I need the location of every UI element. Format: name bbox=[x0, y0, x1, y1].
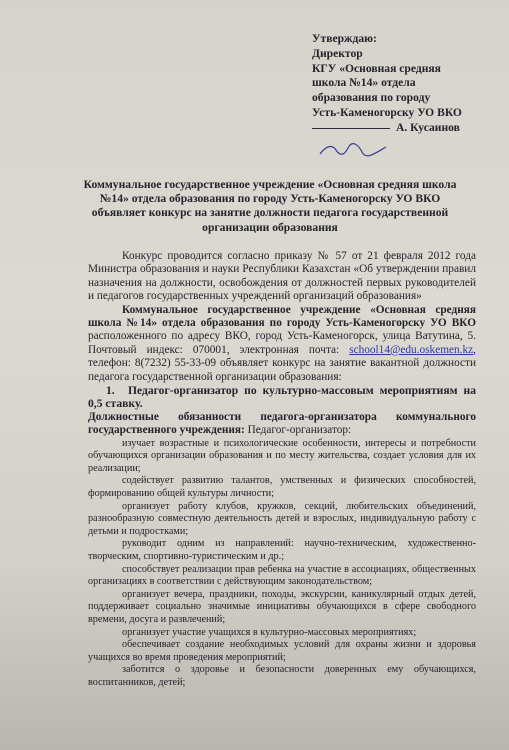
list-item: содействует развитию талантов, умственных и физических способностей, формированию общей культуры личности; bbox=[88, 475, 476, 500]
duties-list bbox=[88, 438, 476, 690]
list-item: изучает возрастные и психологические особенности, интересы и потребности обучающихся организации образования и по месту жительства, создает условия для их реализации; bbox=[88, 437, 476, 474]
title-line: объявляет конкурс на занятие должности педагога государственной bbox=[91, 206, 449, 220]
title-line: Коммунальное государственное учреждение «Основная средняя школа bbox=[83, 178, 457, 191]
document-title bbox=[70, 178, 470, 235]
approval-line: Утверждаю: bbox=[312, 32, 377, 45]
email-link[interactable]: school14@edu.oskemen.kz bbox=[349, 343, 474, 356]
duties-role: Педагог-организатор: bbox=[244, 424, 352, 437]
approval-line: КГУ «Основная средняя bbox=[312, 61, 441, 75]
approval-signer: А. Кусаинов bbox=[396, 120, 460, 134]
duties-heading-paragraph bbox=[88, 411, 476, 438]
approval-signer-row bbox=[312, 121, 497, 136]
signature-line bbox=[312, 128, 390, 129]
duties-heading: Должностные обязанности педагога-организатора коммунального государственного учреждения: bbox=[88, 410, 476, 437]
list-item: организует участие учащихся в культурно-массовых мероприятиях; bbox=[122, 626, 417, 638]
contact-text: , телефон: 8(7232) 55-33-09 объявляет конкурс на занятие вакантной должности педагога государственной организации образования: bbox=[88, 343, 476, 383]
list-item: организует вечера, праздники, походы, экскурсии, каникулярный отдых детей, поддерживает социально значимые инициативы обучающихся в сфере свободного времени, досуга и развлечений; bbox=[88, 588, 476, 625]
list-item: организует работу клубов, кружков, секций, любительских объединений, разнообразную совместную деятельность детей и взрослых, индивидуальную работу с детьми и подростками; bbox=[88, 500, 476, 537]
title-line: №14» отдела образования по городу Усть-Каменогорску УО ВКО bbox=[99, 192, 441, 206]
position-number: 1. bbox=[106, 384, 115, 398]
handwritten-signature bbox=[318, 142, 388, 158]
approval-line: Усть-Каменогорску УО ВКО bbox=[312, 105, 462, 119]
intro-paragraph: Конкурс проводится согласно приказу № 57 от 21 февраля 2012 года Министра образования и науки Республики Казахстан «Об утверждении правил назначения на должности, освобождения от должностей первых руководителей и педагогов государственных учреждений организаций образования» bbox=[88, 250, 476, 303]
address-text: расположенного по адресу ВКО, город Усть-Каменогорск, улица Ватутина, 5. Почтовый индекс: 070001, электронная почта: bbox=[88, 330, 476, 356]
announcement-paragraph bbox=[88, 304, 476, 384]
document-body bbox=[88, 250, 476, 690]
title-line: организации образования bbox=[202, 220, 338, 234]
list-item: обеспечивает создание необходимых условий для охраны жизни и здоровья учащихся во время проведения мероприятий; bbox=[88, 639, 476, 663]
position-name: Педагог-организатор по культурно-массовым мероприятиям на 0,5 ставку. bbox=[88, 384, 476, 411]
list-item: заботится о здоровье и безопасности доверенных ему обучающихся, воспитанников, детей; bbox=[88, 664, 476, 688]
approval-line: школа №14» отдела bbox=[312, 76, 416, 90]
organization-name: Коммунальное государственное учреждение «Основная средняя школа №14» отдела образования по городу Усть-Каменогорску УО ВКО bbox=[88, 303, 476, 330]
list-item: способствует реализации прав ребенка на участие в ассоциациях, общественных организациях в соответствии с действующим законодательством; bbox=[88, 563, 476, 588]
approval-block bbox=[312, 32, 497, 136]
approval-line: образования по городу bbox=[312, 91, 431, 105]
list-item: руководит одним из направлений: научно-техническим, художественно-творческим, спортивно-туристическим и др.; bbox=[88, 538, 476, 563]
position-item bbox=[88, 384, 476, 411]
approval-line: Директор bbox=[312, 46, 363, 60]
